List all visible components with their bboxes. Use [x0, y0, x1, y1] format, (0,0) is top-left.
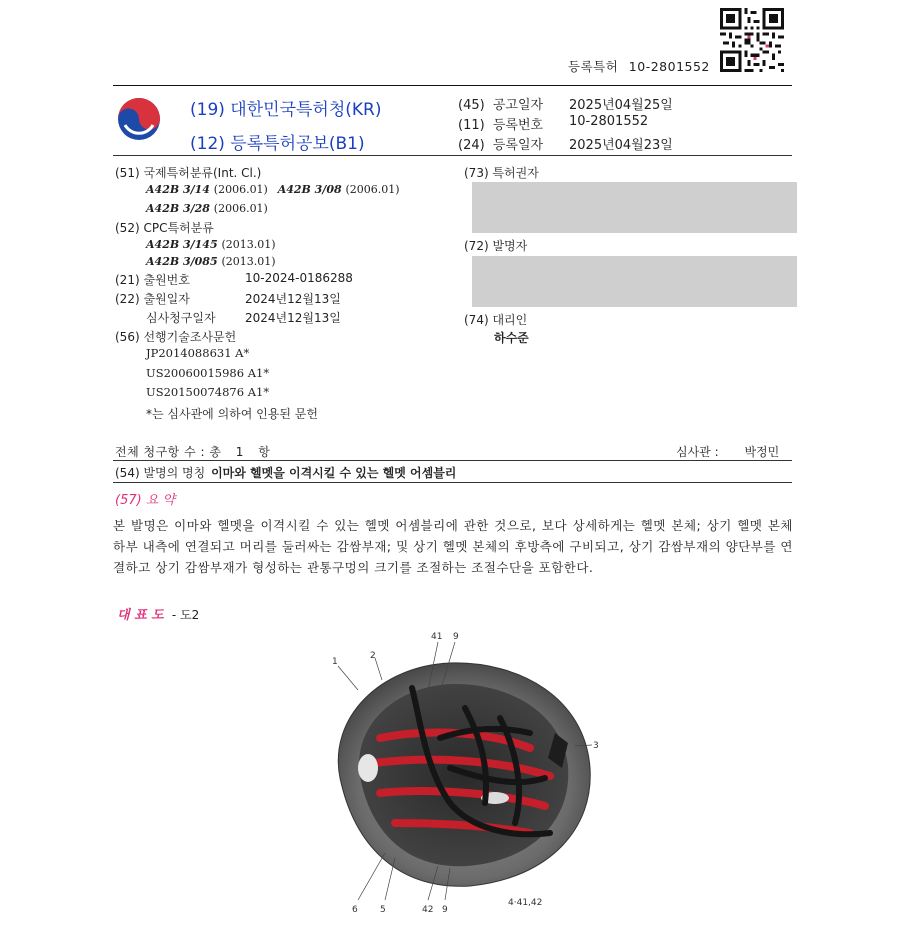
inventor-label: (72) 발명자	[464, 239, 528, 253]
inventor-redacted	[472, 256, 797, 307]
agent-label: (74) 대리인	[464, 313, 528, 327]
exam-request-row	[146, 309, 341, 326]
registration-id	[568, 57, 710, 75]
prior-art-note: *는 심사관에 의하여 인용된 문헌	[146, 407, 318, 421]
application-number-label: (21) 출원번호	[115, 273, 190, 287]
int-cl-code: A42B 3/14	[146, 183, 210, 196]
application-date: 2024년12월13일	[245, 292, 341, 306]
cpc-year: (2013.01)	[221, 238, 276, 251]
cpc-heading: (52) CPC특허분류	[115, 221, 214, 235]
prior-art-item: JP2014088631 A*	[146, 346, 250, 360]
reg-number-row	[458, 114, 793, 134]
application-number-row	[115, 271, 353, 288]
callout-label: 4·41,42	[508, 898, 543, 908]
reg-date-row	[458, 134, 793, 154]
exam-request-date: 2024년12월13일	[245, 311, 341, 325]
callout-label: 42	[422, 905, 434, 915]
prior-art-item: US20060015986 A1*	[146, 366, 270, 380]
qr-code	[720, 8, 784, 72]
reg-date-value: 2025년04월23일	[569, 138, 673, 153]
patentee-label: (73) 특허권자	[464, 166, 539, 180]
int-cl-year: (2006.01)	[213, 202, 268, 215]
callout-label: 2	[370, 651, 376, 661]
exam-request-label: 심사청구일자	[146, 311, 216, 325]
publication-type: (12) 등록특허공보(B1)	[190, 134, 365, 154]
kipo-emblem-icon	[115, 95, 163, 143]
header-rule-bottom	[113, 155, 792, 156]
title-rule-bottom	[113, 482, 792, 483]
examiner-row	[676, 443, 779, 460]
representative-drawing-row	[117, 604, 199, 623]
office-title: (19) 대한민국특허청(KR)	[190, 100, 382, 120]
cpc-code: A42B 3/085	[146, 255, 218, 268]
callout-label: 9	[453, 632, 459, 642]
int-cl-code: A42B 3/28	[146, 202, 210, 215]
invention-title-row	[115, 464, 456, 481]
examiner-label: 심사관 :	[676, 445, 719, 459]
callout-label: 41	[431, 632, 443, 642]
invention-title: 이마와 헬멧을 이격시킬 수 있는 헬멧 어셈블리	[211, 466, 457, 480]
callout-label: 1	[332, 657, 338, 667]
representative-drawing-label: 대 표 도	[117, 608, 164, 623]
application-date-label: (22) 출원일자	[115, 292, 190, 306]
representative-drawing-suffix: - 도2	[171, 608, 200, 622]
claims-unit: 항	[258, 445, 271, 459]
registration-label: 등록특허	[568, 59, 619, 74]
int-cl-code: A42B 3/08	[277, 183, 342, 196]
application-date-row	[115, 290, 341, 307]
reg-date-code: (24)	[458, 138, 485, 153]
claims-count-row	[115, 443, 270, 460]
callout-label: 6	[352, 905, 358, 915]
int-cl-heading: (51) 국제특허분류(Int. Cl.)	[115, 166, 262, 180]
white-pad	[358, 754, 378, 782]
helmet-figure	[300, 628, 620, 920]
cpc-year: (2013.01)	[221, 255, 276, 268]
pub-date-row	[458, 94, 793, 114]
claims-label: 전체 청구항 수 : 총	[115, 445, 222, 459]
agent-name: 하수준	[494, 331, 529, 345]
callout-label: 3	[593, 741, 599, 751]
header-right-block	[458, 94, 793, 154]
registration-number: 10-2801552	[628, 59, 710, 74]
reg-number-label: 등록번호	[492, 118, 544, 133]
int-cl-year: (2006.01)	[213, 183, 268, 196]
invention-title-label: (54) 발명의 명칭	[115, 466, 206, 480]
pub-date-code: (45)	[458, 98, 485, 113]
prior-art-heading: (56) 선행기술조사문헌	[115, 330, 237, 344]
claims-count: 1	[235, 445, 244, 459]
abstract-heading: (57) 요 약	[115, 493, 176, 508]
int-cl-line-1	[146, 182, 400, 196]
title-rule-top	[113, 460, 792, 461]
pub-date-label: 공고일자	[492, 98, 544, 113]
cpc-line-1	[146, 237, 276, 251]
cpc-line-2	[146, 254, 276, 268]
cpc-code: A42B 3/145	[146, 238, 218, 251]
application-number: 10-2024-0186288	[245, 271, 353, 285]
header-rule-top	[113, 85, 792, 86]
reg-number-value: 10-2801552	[569, 114, 649, 129]
callout-label: 9	[442, 905, 448, 915]
pub-date-value: 2025년04월25일	[569, 98, 673, 113]
int-cl-year: (2006.01)	[345, 183, 400, 196]
int-cl-line-2	[146, 201, 268, 215]
abstract-text: 본 발명은 이마와 헬멧을 이격시킬 수 있는 헬멧 어셈블리에 관한 것으로, 보다 상세하게는 헬멧 본체; 상기 헬멧 본체 하부 내측에 연결되고 머리를 둘러싸는 감쌈부재; 및 상기 헬멧 본체의 후방측에 구비되고, 상기 감쌈부재의 양단부를 연결하고 상기 감쌈부재가 형성하는 관통구멍의 크기를 조절하는 조절수단을 포함한다.	[113, 518, 793, 575]
reg-number-code: (11)	[458, 118, 485, 133]
reg-date-label: 등록일자	[492, 138, 544, 153]
callout-label: 5	[380, 905, 386, 915]
prior-art-item: US20150074876 A1*	[146, 385, 270, 399]
examiner-name: 박정민	[744, 445, 780, 459]
patentee-redacted	[472, 182, 797, 233]
